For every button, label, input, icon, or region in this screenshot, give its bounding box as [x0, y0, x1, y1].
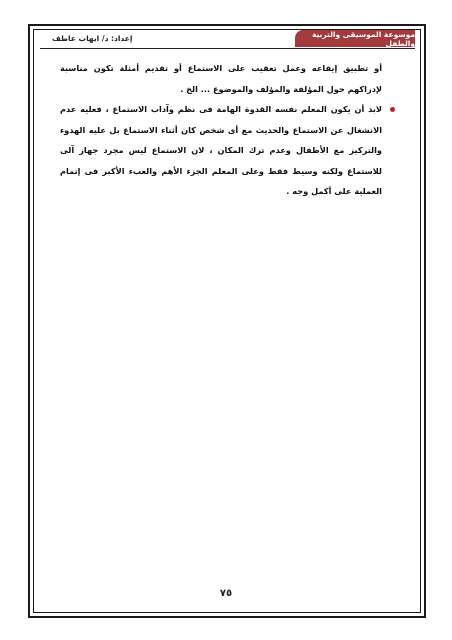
bullet-icon [390, 107, 395, 112]
header-author: إعداد: د/ ايهاب عاطف [52, 34, 133, 43]
paragraph-continuation: أو تطبيق إيقاعه وعمل تعقيب على الاستماع أو تقديم أمثلة تكون مناسبة لإدراكهم حول المؤلفة والمؤلف والموضوع ... الخ . [60, 63, 382, 94]
page-header [40, 30, 415, 47]
page-number: ٧٥ [219, 588, 233, 599]
bullet-paragraph [60, 99, 382, 202]
header-title-badge: موسوعة الموسيقى والتربية والطفل [295, 30, 415, 47]
body-text [60, 58, 382, 202]
bullet-paragraph-text: لابد أن يكون المعلم نفسه القدوة الهامة فى نظم وآداب الاستماع ، فعليه عدم الانشغال عن الاستماع والحديث مع أى شخص كان أثناء الاستماع بل عليه الهدوء والتركيز مع الأطفال وعدم ترك المكان ، لان الاستماع ليس مجرد جهاز آلى للاستماع ولكنه وسيط فقط وعلى المعلم الجزء الأهم والعبء الأكبر فى إتمام العملية على أكمل وجه . [60, 104, 382, 196]
header-divider [40, 48, 415, 49]
